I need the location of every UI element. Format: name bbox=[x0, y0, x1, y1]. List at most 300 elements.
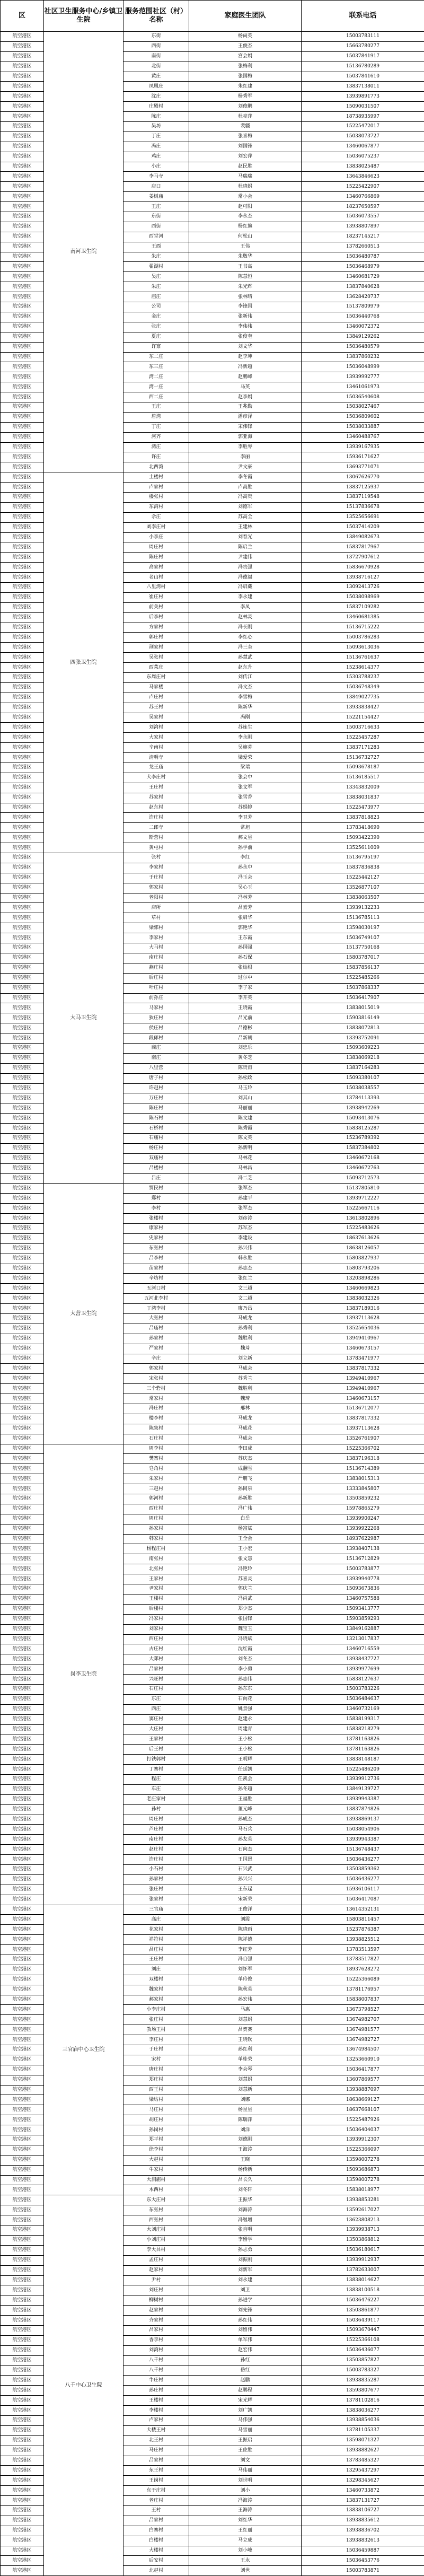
district-cell: 航空港区 bbox=[1, 2435, 44, 2446]
phone-cell: 13295437297 bbox=[302, 2466, 424, 2476]
district-cell: 航空港区 bbox=[1, 793, 44, 803]
district-cell: 航空港区 bbox=[1, 623, 44, 633]
service-area-cell: 东街 bbox=[123, 212, 189, 222]
doctor-team-cell: 石兴武 bbox=[189, 1864, 302, 1874]
doctor-team-cell: 冯启藏 bbox=[189, 582, 302, 592]
service-area-cell: 刘家村 bbox=[123, 1624, 189, 1634]
district-cell: 航空港区 bbox=[1, 663, 44, 673]
doctor-team-cell: 尹建伟 bbox=[189, 553, 302, 563]
phone-cell: 13674982727 bbox=[302, 2035, 424, 2045]
phone-cell: 15037841917 bbox=[302, 51, 424, 62]
district-cell: 航空港区 bbox=[1, 242, 44, 252]
phone-cell: 15093609223 bbox=[302, 1043, 424, 1053]
doctor-team-cell: 王小松 bbox=[189, 1734, 302, 1745]
phone-cell: 13939922268 bbox=[302, 1524, 424, 1534]
district-cell: 航空港区 bbox=[1, 72, 44, 82]
district-cell: 航空港区 bbox=[1, 1294, 44, 1304]
district-cell: 航空港区 bbox=[1, 442, 44, 452]
district-cell: 航空港区 bbox=[1, 2466, 44, 2476]
district-cell: 航空港区 bbox=[1, 92, 44, 102]
phone-cell: 15238614377 bbox=[302, 663, 424, 673]
phone-cell: 18237650597 bbox=[302, 202, 424, 212]
service-area-cell: 吕庙村 bbox=[123, 1324, 189, 1334]
district-cell: 航空港区 bbox=[1, 1584, 44, 1594]
phone-cell: 15036404037 bbox=[302, 2125, 424, 2135]
doctor-team-cell: 梁爱荣 bbox=[189, 753, 302, 763]
district-cell: 航空港区 bbox=[1, 392, 44, 402]
phone-cell: 15036075237 bbox=[302, 152, 424, 162]
doctor-team-cell: 李卫芳 bbox=[189, 813, 302, 823]
doctor-team-cell: 张喜梅 bbox=[189, 132, 302, 142]
district-cell: 航空港区 bbox=[1, 232, 44, 242]
doctor-team-cell: 马丽丽 bbox=[189, 1103, 302, 1114]
doctor-team-cell: 宋新荣 bbox=[189, 1895, 302, 1905]
service-area-cell: 大马村 bbox=[123, 943, 189, 953]
phone-cell: 15236789392 bbox=[302, 1133, 424, 1143]
phone-cell: 15036749107 bbox=[302, 933, 424, 943]
district-cell: 航空港区 bbox=[1, 643, 44, 653]
doctor-team-cell: 张雪香 bbox=[189, 793, 302, 803]
service-area-cell: 万庄村 bbox=[123, 1093, 189, 1103]
district-cell: 航空港区 bbox=[1, 2316, 44, 2326]
phone-cell: 13503868812 bbox=[302, 2235, 424, 2245]
phone-cell: 13838031837 bbox=[302, 793, 424, 803]
service-area-cell: 大涧庙村 bbox=[123, 2175, 189, 2185]
phone-cell: 15221154427 bbox=[302, 713, 424, 723]
district-cell: 航空港区 bbox=[1, 1835, 44, 1845]
district-cell: 航空港区 bbox=[1, 843, 44, 853]
doctor-team-cell: 马玉玲 bbox=[189, 1083, 302, 1093]
district-cell: 航空港区 bbox=[1, 1474, 44, 1484]
doctor-team-cell: 李永刚 bbox=[189, 733, 302, 743]
phone-cell: 15036459887 bbox=[302, 2546, 424, 2556]
service-area-cell: 叶庄村 bbox=[123, 983, 189, 993]
service-area-cell: 石庄村 bbox=[123, 1684, 189, 1694]
doctor-team-cell: 刘其山 bbox=[189, 1093, 302, 1103]
phone-cell: 15036748349 bbox=[302, 682, 424, 693]
district-cell: 航空港区 bbox=[1, 1594, 44, 1604]
doctor-team-cell: 岳红 bbox=[189, 2365, 302, 2376]
district-cell: 航空港区 bbox=[1, 1765, 44, 1775]
doctor-team-cell: 魏宝玉 bbox=[189, 1624, 302, 1634]
service-area-cell: 辛坊村 bbox=[123, 1274, 189, 1284]
district-cell: 航空港区 bbox=[1, 1023, 44, 1033]
service-area-cell: 南庄村 bbox=[123, 953, 189, 963]
phone-cell: 15036484637 bbox=[302, 1694, 424, 1704]
phone-cell: 15225473977 bbox=[302, 803, 424, 813]
doctor-team-cell: 文三超 bbox=[189, 1284, 302, 1294]
district-cell: 航空港区 bbox=[1, 602, 44, 612]
doctor-team-cell: 刘宏萍 bbox=[189, 152, 302, 162]
phone-cell: 13939938713 bbox=[302, 2225, 424, 2236]
doctor-team-cell: 马成龙 bbox=[189, 1414, 302, 1424]
service-area-cell: 马家楼 bbox=[123, 682, 189, 693]
phone-cell: 13849139727 bbox=[302, 1784, 424, 1794]
district-cell: 航空港区 bbox=[1, 1424, 44, 1434]
health-center-cell: 三官庙中心卫生院 bbox=[44, 1905, 123, 2195]
service-area-cell: 东张村 bbox=[123, 2205, 189, 2215]
doctor-team-cell: 冯刚 bbox=[189, 713, 302, 723]
district-cell: 航空港区 bbox=[1, 1063, 44, 1073]
district-cell: 航空港区 bbox=[1, 222, 44, 232]
phone-cell: 15137836678 bbox=[302, 502, 424, 512]
service-area-cell: 小李庄村 bbox=[123, 2005, 189, 2015]
service-area-cell: 湾二庄 bbox=[123, 372, 189, 382]
phone-cell: 13933838427 bbox=[302, 703, 424, 713]
service-area-cell: 八千村 bbox=[123, 2365, 189, 2376]
doctor-team-cell: 朱敬华 bbox=[189, 252, 302, 262]
phone-cell: 15225667116 bbox=[302, 1204, 424, 1214]
district-cell: 航空港区 bbox=[1, 1885, 44, 1895]
doctor-team-cell: 杜亮萍 bbox=[189, 112, 302, 122]
service-area-cell: 小刘庄村 bbox=[123, 2235, 189, 2245]
district-cell: 航空港区 bbox=[1, 1895, 44, 1905]
district-cell: 航空港区 bbox=[1, 1143, 44, 1153]
district-cell: 航空港区 bbox=[1, 1484, 44, 1494]
service-area-cell: 庙庄 bbox=[123, 292, 189, 302]
phone-cell: 18738935997 bbox=[302, 112, 424, 122]
service-area-cell: 金庄 bbox=[123, 312, 189, 322]
doctor-team-cell: 马瑞瑞 bbox=[189, 172, 302, 182]
service-area-cell: 王家村 bbox=[123, 1574, 189, 1584]
phone-cell: 15136712077 bbox=[302, 1404, 424, 1414]
phone-cell: 13460673157 bbox=[302, 1394, 424, 1404]
service-area-cell: 西张村 bbox=[123, 2215, 189, 2225]
service-area-cell: 沈庄 bbox=[123, 92, 189, 102]
service-area-cell: 燕庄村 bbox=[123, 963, 189, 973]
header-district: 区 bbox=[1, 1, 44, 32]
doctor-team-cell: 李雪梅 bbox=[189, 693, 302, 703]
doctor-team-cell: 冯玉会 bbox=[189, 873, 302, 883]
service-area-cell: 黄庄 bbox=[123, 72, 189, 82]
doctor-team-cell: 宋伟锋 bbox=[189, 422, 302, 432]
district-cell: 航空港区 bbox=[1, 1394, 44, 1404]
district-cell: 航空港区 bbox=[1, 302, 44, 312]
district-cell: 航空港区 bbox=[1, 2516, 44, 2526]
phone-cell: 15136780289 bbox=[302, 62, 424, 72]
phone-cell: 15225366089 bbox=[302, 1975, 424, 1985]
health-center-cell: 岗李卫生院 bbox=[44, 1444, 123, 1905]
doctor-team-cell: 刘忠乐 bbox=[189, 1043, 302, 1053]
district-cell: 航空港区 bbox=[1, 402, 44, 412]
district-cell: 航空港区 bbox=[1, 2425, 44, 2435]
service-area-cell: 后安村 bbox=[123, 2556, 189, 2566]
phone-cell: 15003783877 bbox=[302, 1564, 424, 1574]
service-area-cell: 店所 bbox=[123, 903, 189, 913]
service-area-cell: 王庄村 bbox=[123, 1955, 189, 1965]
phone-cell: 15838199317 bbox=[302, 1714, 424, 1724]
service-area-cell: 刘庄 bbox=[123, 1965, 189, 1975]
doctor-team-cell: 任延凯 bbox=[189, 1765, 302, 1775]
doctor-team-cell: 韩永胜 bbox=[189, 1254, 302, 1264]
table-row bbox=[1, 2195, 424, 2205]
phone-cell: 13673798527 bbox=[302, 2005, 424, 2015]
district-cell: 航空港区 bbox=[1, 372, 44, 382]
district-cell: 航空港区 bbox=[1, 553, 44, 563]
doctor-team-cell: 杨星星 bbox=[189, 2105, 302, 2115]
service-area-cell: 刘庄村 bbox=[123, 2285, 189, 2295]
district-cell: 航空港区 bbox=[1, 803, 44, 813]
doctor-team-cell: 苏喜灵 bbox=[189, 1574, 302, 1584]
doctor-team-cell: 单军伟 bbox=[189, 2335, 302, 2345]
district-cell: 航空港区 bbox=[1, 1194, 44, 1204]
doctor-team-cell: 王伟 bbox=[189, 242, 302, 252]
district-cell: 航空港区 bbox=[1, 1945, 44, 1955]
doctor-team-cell: 冯高贵 bbox=[189, 492, 302, 502]
doctor-team-cell: 张自明 bbox=[189, 2225, 302, 2236]
phone-cell: 15225487926 bbox=[302, 2115, 424, 2125]
service-area-cell: 皂角村 bbox=[123, 1464, 189, 1474]
district-cell: 航空港区 bbox=[1, 953, 44, 963]
district-cell: 航空港区 bbox=[1, 1755, 44, 1765]
doctor-team-cell: 王海涛 bbox=[189, 2145, 302, 2155]
doctor-team-cell: 张启华 bbox=[189, 913, 302, 923]
phone-cell: 13939977699 bbox=[302, 1664, 424, 1675]
district-cell: 航空港区 bbox=[1, 733, 44, 743]
service-area-cell: 后庄村 bbox=[123, 973, 189, 983]
phone-cell: 15003783111 bbox=[302, 32, 424, 42]
service-area-cell: 北张村 bbox=[123, 1564, 189, 1574]
district-cell: 航空港区 bbox=[1, 873, 44, 883]
doctor-team-cell: 马伟丽 bbox=[189, 2466, 302, 2476]
phone-cell: 15038073727 bbox=[302, 132, 424, 142]
doctor-team-cell: 杨传新 bbox=[189, 2165, 302, 2175]
phone-cell: 13727907612 bbox=[302, 553, 424, 563]
phone-cell: 15225366108 bbox=[302, 2335, 424, 2345]
service-area-cell: 康家村 bbox=[123, 1223, 189, 1233]
doctor-team-cell: 冯海涛 bbox=[189, 2496, 302, 2506]
service-area-cell: 孟庄村 bbox=[123, 2255, 189, 2265]
district-cell: 航空港区 bbox=[1, 2415, 44, 2425]
service-area-cell: 许庄 bbox=[123, 452, 189, 462]
phone-cell: 15003783327 bbox=[302, 2365, 424, 2376]
phone-cell: 13598030197 bbox=[302, 923, 424, 933]
doctor-team-cell: 刘怀军 bbox=[189, 1965, 302, 1975]
doctor-team-cell: 郭亚海 bbox=[189, 432, 302, 442]
phone-cell: 13838072813 bbox=[302, 1023, 424, 1033]
service-area-cell: 草村 bbox=[123, 913, 189, 923]
district-cell: 航空港区 bbox=[1, 1935, 44, 1945]
service-area-cell: 樊寨村 bbox=[123, 1454, 189, 1464]
phone-cell: 13781163826 bbox=[302, 1745, 424, 1755]
phone-cell: 15837109282 bbox=[302, 602, 424, 612]
service-area-cell: 石桥村 bbox=[123, 1124, 189, 1134]
phone-cell: 13203898286 bbox=[302, 1274, 424, 1284]
service-area-cell: 梁郭村 bbox=[123, 923, 189, 933]
phone-cell: 15225472017 bbox=[302, 122, 424, 132]
phone-cell: 13783513597 bbox=[302, 1945, 424, 1955]
district-cell: 航空港区 bbox=[1, 633, 44, 643]
service-area-cell: 郭家村 bbox=[123, 883, 189, 893]
doctor-team-cell: 马惠 bbox=[189, 2005, 302, 2015]
service-area-cell: 王岗村 bbox=[123, 2476, 189, 2486]
service-area-cell: 公司 bbox=[123, 302, 189, 312]
district-cell: 航空港区 bbox=[1, 883, 44, 893]
doctor-team-cell: 朱光辉 bbox=[189, 282, 302, 292]
phone-cell: 13783485327 bbox=[302, 2456, 424, 2466]
district-cell: 航空港区 bbox=[1, 472, 44, 483]
service-area-cell: 楼李村 bbox=[123, 1414, 189, 1424]
doctor-team-cell: 李胜琴 bbox=[189, 442, 302, 452]
service-area-cell: 冯家村 bbox=[123, 1614, 189, 1624]
phone-cell: 13343832009 bbox=[302, 783, 424, 793]
district-cell: 航空港区 bbox=[1, 2095, 44, 2105]
district-cell: 航空港区 bbox=[1, 212, 44, 222]
doctor-team-cell: 王振华 bbox=[189, 2195, 302, 2205]
district-cell: 航空港区 bbox=[1, 32, 44, 42]
phone-cell: 13938835287 bbox=[302, 2376, 424, 2386]
doctor-team-cell: 李会琴 bbox=[189, 2065, 302, 2075]
service-area-cell: 湾庄 bbox=[123, 442, 189, 452]
doctor-team-cell: 孙志杰 bbox=[189, 1264, 302, 1274]
doctor-team-cell: 张红兰 bbox=[189, 1274, 302, 1284]
service-area-cell: 姜树庙 bbox=[123, 192, 189, 202]
phone-cell: 13838106727 bbox=[302, 2505, 424, 2516]
doctor-team-cell: 李留学 bbox=[189, 2235, 302, 2245]
service-area-cell: 孙家村 bbox=[123, 1334, 189, 1344]
service-area-cell: 刘湾村 bbox=[123, 2345, 189, 2355]
doctor-team-cell: 李锋国 bbox=[189, 302, 302, 312]
district-cell: 航空港区 bbox=[1, 2235, 44, 2245]
service-area-cell: 许庄村 bbox=[123, 1855, 189, 1865]
phone-cell: 15036417087 bbox=[302, 1895, 424, 1905]
service-area-cell: 丁庄 bbox=[123, 422, 189, 432]
doctor-team-cell: 李子家 bbox=[189, 983, 302, 993]
service-area-cell: 三官庙 bbox=[123, 1905, 189, 1915]
district-cell: 航空港区 bbox=[1, 1504, 44, 1514]
service-area-cell: 庄殿村 bbox=[123, 102, 189, 112]
district-cell: 航空港区 bbox=[1, 833, 44, 843]
district-cell: 航空港区 bbox=[1, 2065, 44, 2075]
phone-cell: 13939912937 bbox=[302, 2255, 424, 2265]
service-area-cell: 周庄村 bbox=[123, 1514, 189, 1524]
doctor-team-cell: 张军杰 bbox=[189, 1204, 302, 1214]
district-cell: 航空港区 bbox=[1, 2386, 44, 2396]
doctor-team-cell: 马林昌 bbox=[189, 1163, 302, 1173]
district-cell: 航空港区 bbox=[1, 1664, 44, 1675]
phone-cell: 15036476227 bbox=[302, 2295, 424, 2306]
phone-cell: 13837164283 bbox=[302, 1063, 424, 1073]
district-cell: 航空港区 bbox=[1, 252, 44, 262]
service-area-cell: 黄屯村 bbox=[123, 843, 189, 853]
service-area-cell: 东三庄 bbox=[123, 362, 189, 372]
service-area-cell: 三个砦村 bbox=[123, 1384, 189, 1394]
doctor-team-cell: 王书高 bbox=[189, 262, 302, 272]
doctor-team-cell: 成翻雪 bbox=[189, 1464, 302, 1474]
doctor-team-cell: 郭庆兰 bbox=[189, 1584, 302, 1594]
doctor-team-cell: 刘小 bbox=[189, 2486, 302, 2496]
doctor-team-cell: 李红芳 bbox=[189, 1945, 302, 1955]
doctor-team-cell: 刘永建 bbox=[189, 2275, 302, 2285]
phone-cell: 13783517827 bbox=[302, 1955, 424, 1965]
phone-cell: 15093678187 bbox=[302, 763, 424, 773]
service-area-cell: 东湾村 bbox=[123, 502, 189, 512]
phone-cell: 15136185517 bbox=[302, 773, 424, 783]
table-row bbox=[1, 1184, 424, 1194]
district-cell: 航空港区 bbox=[1, 563, 44, 573]
doctor-team-cell: 孙建平 bbox=[189, 1194, 302, 1204]
doctor-team-cell: 李小勇 bbox=[189, 1664, 302, 1675]
phone-cell: 13949410967 bbox=[302, 1374, 424, 1384]
doctor-team-cell: 李红 bbox=[189, 853, 302, 863]
phone-cell: 13460733872 bbox=[302, 2486, 424, 2496]
district-cell: 航空港区 bbox=[1, 1033, 44, 1044]
phone-cell: 15136714389 bbox=[302, 1464, 424, 1474]
district-cell: 航空港区 bbox=[1, 763, 44, 773]
phone-cell: 15036453776 bbox=[302, 2556, 424, 2566]
phone-cell: 13939912736 bbox=[302, 1774, 424, 1784]
district-cell: 航空港区 bbox=[1, 1494, 44, 1504]
phone-cell: 15803787017 bbox=[302, 953, 424, 963]
service-area-cell: 杨庄村 bbox=[123, 1143, 189, 1153]
phone-cell: 13782660513 bbox=[302, 242, 424, 252]
doctor-team-cell: 吕贺赛 bbox=[189, 2025, 302, 2035]
doctor-team-cell: 杨富斌 bbox=[189, 1524, 302, 1534]
phone-cell: 13838015019 bbox=[302, 1003, 424, 1013]
doctor-team-cell: 孙永中 bbox=[189, 863, 302, 873]
district-cell: 航空港区 bbox=[1, 573, 44, 583]
service-area-cell: 西庄村 bbox=[123, 1504, 189, 1514]
doctor-team-cell: 吕长久 bbox=[189, 2175, 302, 2185]
district-cell: 航空港区 bbox=[1, 2205, 44, 2215]
district-cell: 航空港区 bbox=[1, 2145, 44, 2155]
district-cell: 航空港区 bbox=[1, 1223, 44, 1233]
doctor-team-cell: 孙同泉 bbox=[189, 1484, 302, 1494]
service-area-cell: 老阳村 bbox=[123, 893, 189, 903]
phone-cell: 15903859293 bbox=[302, 1614, 424, 1624]
service-area-cell: 李大吕村 bbox=[123, 2245, 189, 2255]
service-area-cell: 大楼王村 bbox=[123, 2425, 189, 2435]
service-area-cell: 于庄村 bbox=[123, 2045, 189, 2055]
doctor-team-cell: 杨红旗 bbox=[189, 222, 302, 232]
district-cell: 航空港区 bbox=[1, 2295, 44, 2306]
service-area-cell: 王楼村 bbox=[123, 1594, 189, 1604]
service-area-cell: 刘李庄村 bbox=[123, 522, 189, 532]
service-area-cell: 徐李村 bbox=[123, 2145, 189, 2155]
district-cell: 航空港区 bbox=[1, 41, 44, 51]
phone-cell: 13938716127 bbox=[302, 573, 424, 583]
district-cell: 航空港区 bbox=[1, 1955, 44, 1965]
service-area-cell: 许寨 bbox=[123, 342, 189, 352]
doctor-team-cell: 冯贵强 bbox=[189, 563, 302, 573]
service-area-cell: 程庄 bbox=[123, 1774, 189, 1784]
doctor-team-cell: 王全会 bbox=[189, 1534, 302, 1544]
doctor-team-cell: 魏琦 bbox=[189, 1394, 302, 1404]
phone-cell: 18637668107 bbox=[302, 2105, 424, 2115]
service-area-cell: 前孙庄 bbox=[123, 993, 189, 1003]
phone-cell: 13460757588 bbox=[302, 1594, 424, 1604]
phone-cell: 13460067877 bbox=[302, 142, 424, 152]
doctor-team-cell: 刘洋 bbox=[189, 2125, 302, 2135]
phone-cell: 13849162887 bbox=[302, 1624, 424, 1634]
district-cell: 航空港区 bbox=[1, 1654, 44, 1664]
phone-cell: 18937622987 bbox=[302, 1534, 424, 1544]
service-area-cell: 张庄村 bbox=[123, 2015, 189, 2025]
phone-cell: 13693771071 bbox=[302, 462, 424, 472]
service-area-cell: 吕家村 bbox=[123, 2456, 189, 2466]
district-cell: 航空港区 bbox=[1, 682, 44, 693]
district-cell: 航空港区 bbox=[1, 1995, 44, 2005]
doctor-team-cell: 宫会娟 bbox=[189, 51, 302, 62]
district-cell: 航空港区 bbox=[1, 1534, 44, 1544]
phone-cell: 13593807677 bbox=[302, 2386, 424, 2396]
phone-cell: 13067626770 bbox=[302, 472, 424, 483]
doctor-team-cell: 任凯会 bbox=[189, 1774, 302, 1784]
service-area-cell: 方家村 bbox=[123, 623, 189, 633]
phone-cell: 15036436277 bbox=[302, 1855, 424, 1865]
doctor-team-cell: 刘慧娟 bbox=[189, 2015, 302, 2025]
service-area-cell: 陈集村 bbox=[123, 1424, 189, 1434]
